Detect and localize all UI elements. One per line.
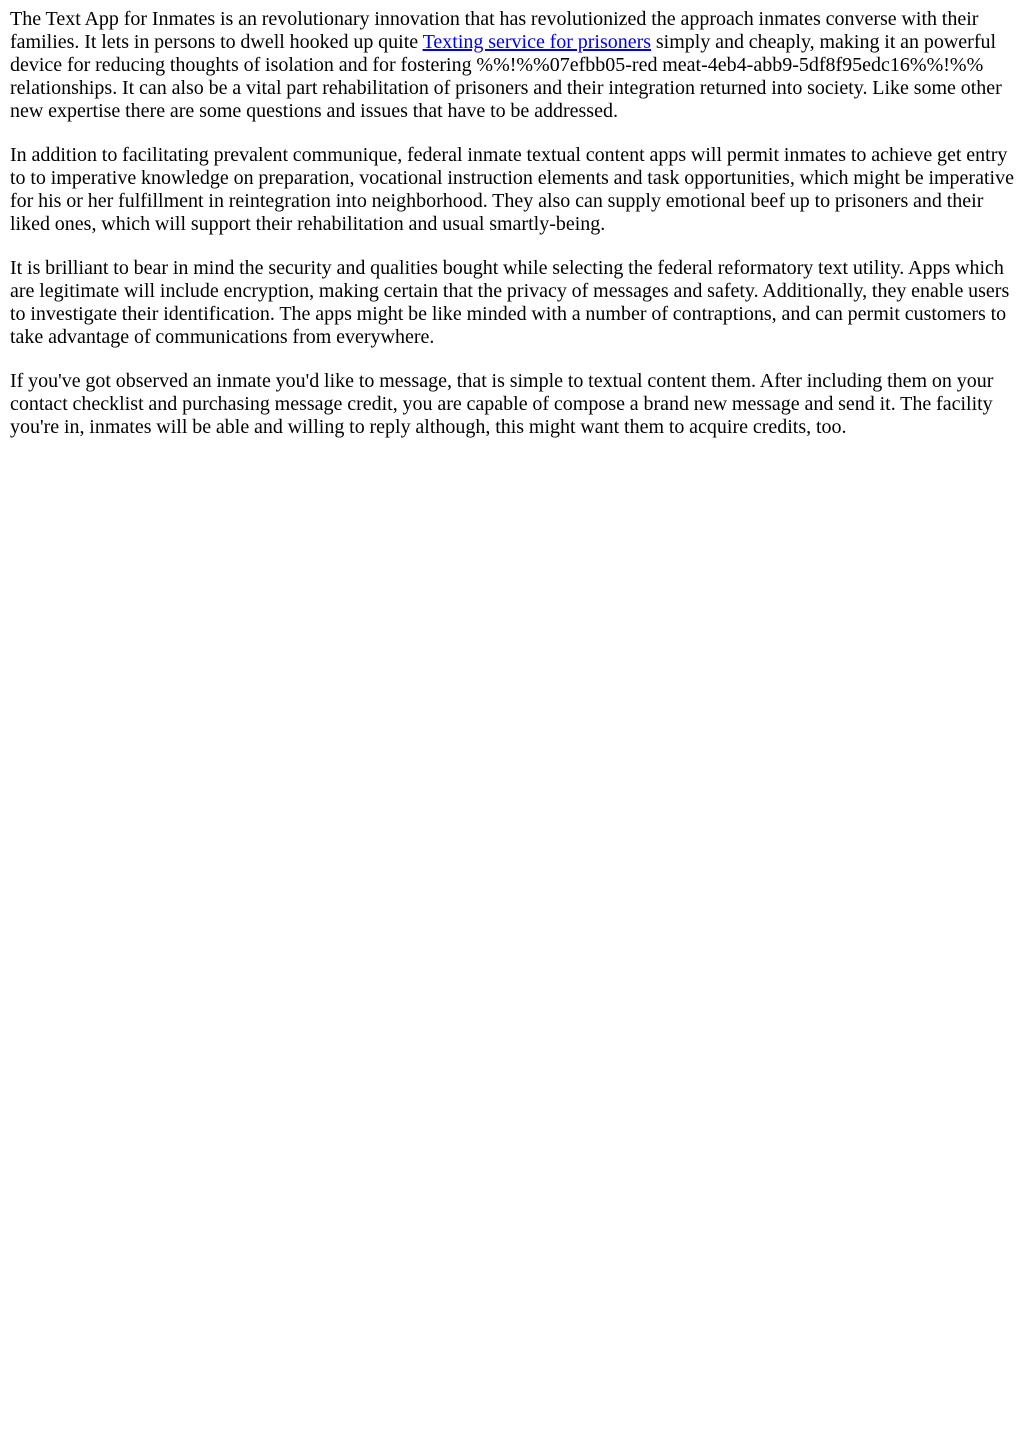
paragraph-1 (10, 8, 1014, 123)
article-body (10, 8, 1014, 439)
paragraph-1-text-before-link: The Text App for Inmates is an revolutionary innovation that has revolutionized the approach inmates converse with their families. It lets in persons to dwell hooked up quite (10, 8, 979, 53)
paragraph-4: If you've got observed an inmate you'd like to message, that is simple to textual content them. After including them on your contact checklist and purchasing message credit, you are capable of compose a brand new message and send it. The facility you're in, inmates will be able and willing to reply although, this might want them to acquire credits, too. (10, 370, 994, 438)
paragraph-3: It is brilliant to bear in mind the security and qualities bought while selecting the federal reformatory text utility. Apps which are legitimate will include encryption, making certain that the privacy of messages and safety. Additionally, they enable users to investigate their identification. The apps might be like minded with a number of contraptions, and can permit customers to take advantage of communications from everywhere. (10, 257, 1010, 348)
texting-service-link[interactable]: Texting service for prisoners (422, 31, 652, 53)
paragraph-2: In addition to facilitating prevalent communique, federal inmate textual content apps will permit inmates to achieve get entry to to imperative knowledge on preparation, vocational instruction elements and task opportunities, which might be imperative for his or her fulfillment in reintegration into neighborhood. They also can supply emotional beef up to prisoners and their liked ones, which will support their rehabilitation and usual smartly-being. (10, 144, 1014, 235)
paragraph-1-text-after-link: simply and cheaply, making it an powerful device for reducing thoughts of isolation and for fostering %%!%%07efbb05-red meat-4eb4-abb9-5df8f95edc16%%!%% relationships. It can also be a vital part rehabilitation of prisoners and their integration returned into society. Like some other new expertise there are some questions and issues that have to be addressed. (10, 31, 1002, 122)
